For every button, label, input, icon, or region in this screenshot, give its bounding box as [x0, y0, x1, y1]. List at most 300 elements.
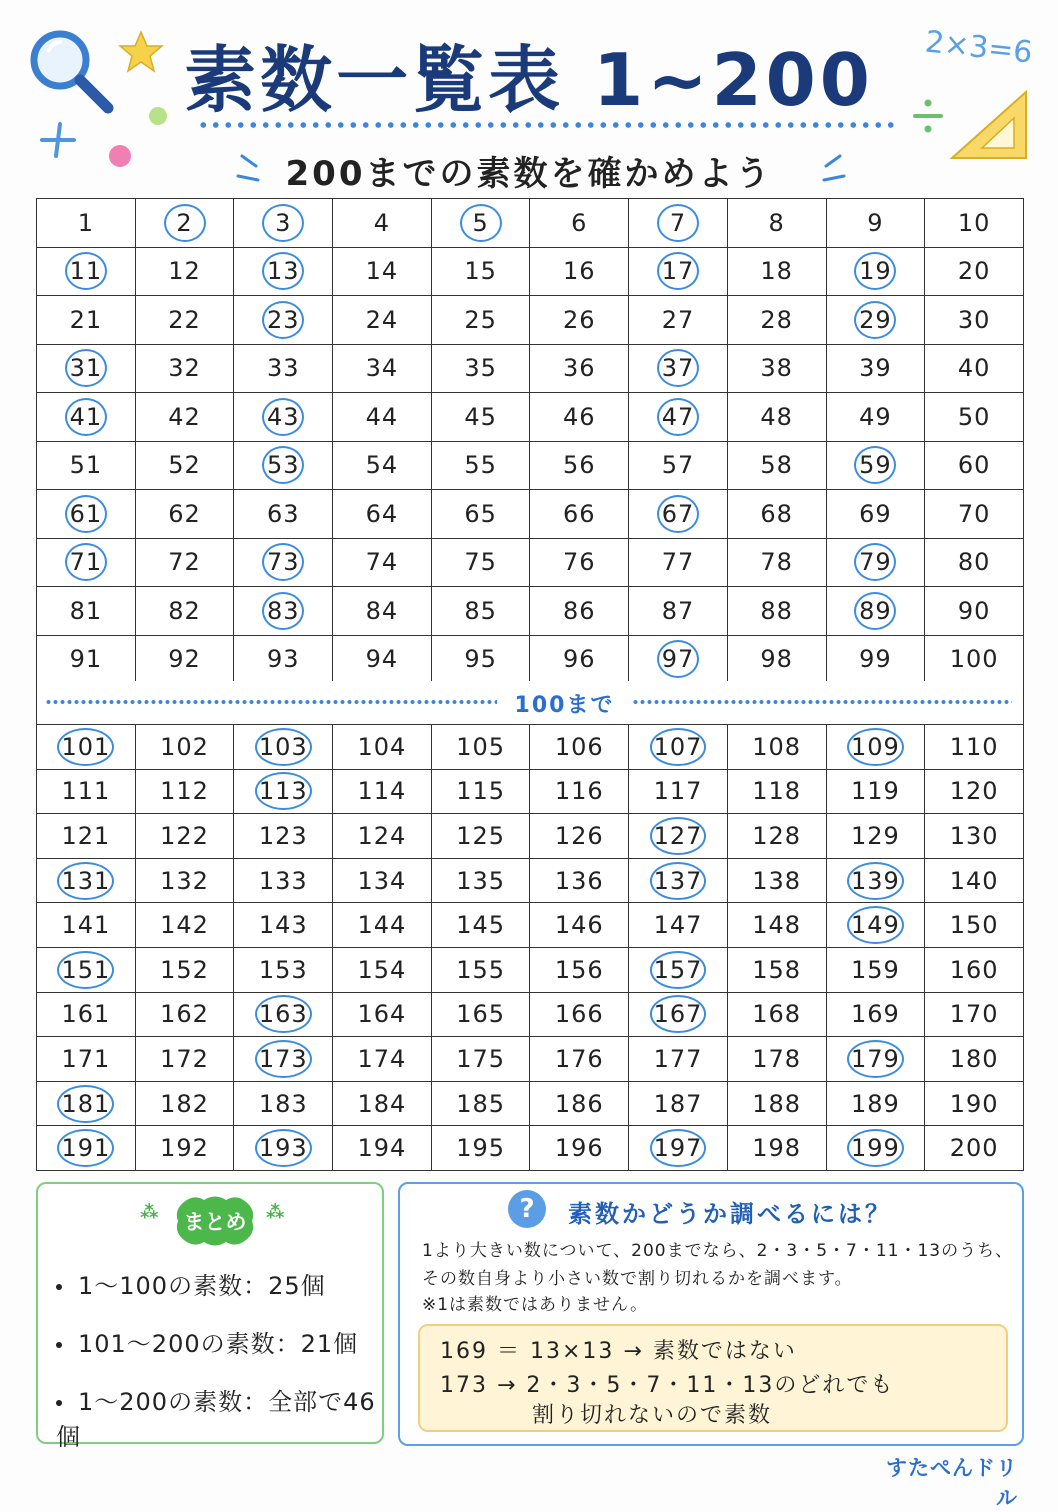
prime-cell [234, 769, 333, 814]
prime-circle: 61 [65, 495, 107, 533]
number-value: 171 [61, 1044, 111, 1073]
number-cell [135, 587, 234, 636]
prime-circle: 59 [854, 446, 896, 484]
number-cell [333, 992, 432, 1037]
howto-line: 1より大きい数について、200までなら、2・3・5・7・11・13のうち、 [422, 1241, 1014, 1261]
number-cell [727, 490, 826, 539]
number-cell [431, 441, 530, 490]
number-value: 92 [168, 645, 201, 674]
number-value: 111 [61, 777, 111, 806]
number-cell [530, 199, 629, 248]
number-cell [826, 947, 925, 992]
prime-cell [826, 1126, 925, 1171]
number-value: 118 [752, 777, 802, 806]
number-cell [37, 814, 136, 859]
number-value: 183 [258, 1089, 308, 1118]
prime-circle: 11 [65, 252, 107, 290]
number-cell [333, 296, 432, 345]
prime-cell [37, 490, 136, 539]
prime-cell [629, 814, 728, 859]
number-cell [530, 587, 629, 636]
number-cell [925, 538, 1024, 587]
number-cell [135, 947, 234, 992]
number-cell [333, 441, 432, 490]
number-cell [727, 769, 826, 814]
number-value: 196 [554, 1134, 604, 1163]
number-value: 177 [653, 1044, 703, 1073]
number-value: 155 [456, 955, 505, 984]
number-value: 22 [168, 305, 201, 334]
number-value: 12 [168, 257, 201, 286]
number-value: 40 [957, 354, 991, 383]
number-cell [530, 247, 629, 296]
number-value: 78 [760, 548, 793, 577]
number-value: 188 [752, 1089, 802, 1118]
number-cell [826, 344, 925, 393]
number-value: 82 [168, 596, 201, 625]
separator-label: 100まで [514, 693, 615, 718]
prime-circle: 73 [262, 543, 304, 581]
number-value: 8 [768, 208, 785, 237]
table-row [37, 992, 1024, 1037]
number-cell [135, 441, 234, 490]
table-row [37, 947, 1024, 992]
number-cell [333, 769, 432, 814]
number-cell [727, 247, 826, 296]
prime-cell [234, 441, 333, 490]
number-value: 175 [456, 1044, 505, 1073]
number-value: 49 [859, 402, 892, 431]
number-cell [925, 769, 1024, 814]
number-cell [826, 814, 925, 859]
number-cell [431, 1037, 530, 1082]
number-value: 56 [563, 451, 596, 480]
prime-circle: 107 [650, 728, 707, 766]
number-cell [530, 947, 629, 992]
number-cell [826, 490, 925, 539]
number-value: 96 [563, 645, 596, 674]
number-cell [925, 247, 1024, 296]
prime-circle: 103 [255, 728, 312, 766]
number-cell [37, 903, 136, 948]
example-line-173: 173 → 2・3・5・7・11・13のどれでも [440, 1373, 895, 1398]
prime-cell [234, 1126, 333, 1171]
prime-circle: 181 [57, 1085, 114, 1123]
number-cell [629, 441, 728, 490]
table-row [37, 393, 1024, 442]
number-cell [135, 490, 234, 539]
summary-item-text: 101～200の素数：21個 [78, 1330, 359, 1358]
number-cell [925, 858, 1024, 903]
number-value: 105 [456, 732, 505, 761]
number-cell [925, 1126, 1024, 1171]
prime-circle: 101 [57, 728, 114, 766]
number-cell [530, 490, 629, 539]
number-value: 18 [760, 257, 793, 286]
number-cell [530, 858, 629, 903]
number-value: 32 [168, 354, 201, 383]
prime-cell [629, 199, 728, 248]
footer-brand: すたぺんドリル [886, 1456, 1018, 1510]
number-cell [135, 344, 234, 393]
number-value: 124 [357, 821, 407, 850]
prime-circle: 47 [657, 398, 699, 436]
table-row [37, 1037, 1024, 1082]
number-cell [530, 903, 629, 948]
number-value: 100 [949, 645, 999, 674]
prime-circle: 41 [65, 398, 107, 436]
number-cell [530, 393, 629, 442]
table-row [37, 814, 1024, 859]
number-cell [629, 538, 728, 587]
question-icon: ? [508, 1190, 546, 1228]
prime-cell [629, 725, 728, 770]
number-value: 70 [957, 499, 991, 528]
number-value: 52 [168, 451, 201, 480]
table-row [37, 858, 1024, 903]
number-value: 190 [949, 1089, 999, 1118]
number-value: 45 [464, 402, 497, 431]
number-cell [135, 635, 234, 684]
prime-cell [234, 199, 333, 248]
prime-cell [234, 587, 333, 636]
number-value: 156 [554, 955, 604, 984]
table-row [37, 725, 1024, 770]
number-cell [629, 296, 728, 345]
prime-cell [826, 1037, 925, 1082]
number-value: 189 [850, 1089, 900, 1118]
number-cell [925, 814, 1024, 859]
number-value: 119 [850, 777, 900, 806]
prime-circle: 151 [57, 951, 114, 989]
prime-cell [629, 1126, 728, 1171]
number-value: 44 [365, 402, 399, 431]
number-value: 20 [957, 257, 991, 286]
number-cell [135, 858, 234, 903]
number-value: 35 [464, 354, 497, 383]
number-value: 58 [760, 451, 793, 480]
number-cell [234, 490, 333, 539]
page-title: 素数一覧表 1~200 [184, 38, 874, 122]
prime-circle: 199 [847, 1129, 904, 1167]
number-cell [530, 538, 629, 587]
number-value: 50 [957, 402, 991, 431]
number-cell [925, 344, 1024, 393]
summary-item [56, 1382, 382, 1452]
howto-note: ※1は素数ではありません。 [422, 1295, 649, 1315]
number-value: 145 [456, 911, 505, 940]
table-row [37, 538, 1024, 587]
equation-decoration: 2×3=6 [923, 24, 1035, 71]
number-value: 165 [456, 1000, 505, 1029]
summary-item [56, 1324, 358, 1359]
number-value: 60 [957, 451, 991, 480]
bullet-icon [56, 1400, 62, 1406]
number-cell [727, 858, 826, 903]
number-value: 54 [365, 451, 399, 480]
prime-cell [37, 725, 136, 770]
prime-circle: 179 [847, 1040, 904, 1078]
number-cell [333, 1126, 432, 1171]
number-value: 80 [957, 548, 991, 577]
number-value: 187 [653, 1089, 703, 1118]
number-cell [727, 1037, 826, 1082]
number-cell [333, 903, 432, 948]
prime-cell [37, 538, 136, 587]
number-cell [629, 769, 728, 814]
prime-circle: 29 [854, 301, 896, 339]
number-cell [234, 814, 333, 859]
table-row [37, 344, 1024, 393]
number-cell [135, 814, 234, 859]
number-value: 55 [464, 451, 497, 480]
number-value: 115 [456, 777, 505, 806]
number-value: 46 [563, 402, 596, 431]
number-value: 1 [77, 208, 94, 237]
number-value: 158 [752, 955, 802, 984]
number-cell [431, 296, 530, 345]
number-cell [431, 725, 530, 770]
prime-cell [234, 247, 333, 296]
table-row [37, 247, 1024, 296]
number-value: 87 [661, 596, 695, 625]
number-value: 81 [69, 596, 103, 625]
number-cell [333, 587, 432, 636]
prime-cell [37, 247, 136, 296]
number-value: 184 [357, 1089, 407, 1118]
number-value: 6 [571, 208, 588, 237]
number-cell [135, 296, 234, 345]
number-cell [37, 769, 136, 814]
number-value: 194 [357, 1134, 407, 1163]
number-cell [431, 393, 530, 442]
prime-cell [37, 1126, 136, 1171]
number-cell [431, 1126, 530, 1171]
number-value: 16 [563, 257, 596, 286]
separator-dots-left [45, 700, 497, 704]
number-cell [333, 538, 432, 587]
table-row [37, 769, 1024, 814]
table-row [37, 1081, 1024, 1126]
prime-table-101-200 [36, 724, 1024, 1171]
prime-cell [135, 199, 234, 248]
number-value: 75 [464, 548, 497, 577]
prime-circle: 17 [657, 252, 699, 290]
prime-cell [37, 858, 136, 903]
prime-circle: 79 [854, 543, 896, 581]
prime-circle: 3 [262, 204, 304, 242]
number-value: 176 [554, 1044, 604, 1073]
table-row [37, 441, 1024, 490]
number-value: 85 [464, 596, 497, 625]
number-value: 102 [160, 732, 209, 761]
number-value: 166 [554, 1000, 604, 1029]
prime-circle: 157 [650, 951, 707, 989]
table-row [37, 296, 1024, 345]
prime-circle: 83 [262, 592, 304, 630]
number-cell [333, 393, 432, 442]
prime-cell [37, 1081, 136, 1126]
number-cell [37, 992, 136, 1037]
number-cell [925, 393, 1024, 442]
number-cell [727, 1081, 826, 1126]
number-value: 15 [464, 257, 497, 286]
number-value: 200 [949, 1134, 999, 1163]
sparkle-right-icon: ⁂ [266, 1202, 285, 1223]
number-value: 182 [160, 1089, 209, 1118]
number-cell [333, 344, 432, 393]
number-cell [135, 1126, 234, 1171]
prime-cell [629, 393, 728, 442]
number-cell [333, 947, 432, 992]
number-value: 51 [69, 451, 103, 480]
number-cell [333, 858, 432, 903]
number-cell [925, 199, 1024, 248]
number-value: 63 [266, 499, 300, 528]
separator-dots-right [632, 700, 1012, 704]
prime-circle: 23 [262, 301, 304, 339]
number-cell [925, 296, 1024, 345]
number-cell [234, 1081, 333, 1126]
number-value: 25 [464, 305, 497, 334]
number-value: 76 [563, 548, 596, 577]
prime-cell [826, 903, 925, 948]
number-value: 153 [258, 955, 308, 984]
number-cell [37, 635, 136, 684]
number-value: 154 [357, 955, 407, 984]
number-value: 128 [752, 821, 802, 850]
number-cell [135, 992, 234, 1037]
sparkle-left-icon: ⁂ [140, 1202, 159, 1223]
prime-cell [826, 247, 925, 296]
number-value: 142 [160, 911, 209, 940]
prime-circle: 7 [657, 204, 699, 242]
number-cell [629, 1037, 728, 1082]
number-value: 62 [168, 499, 201, 528]
number-cell [37, 199, 136, 248]
number-cell [530, 814, 629, 859]
number-value: 138 [752, 866, 802, 895]
number-value: 136 [554, 866, 604, 895]
summary-box [36, 1182, 384, 1451]
number-value: 99 [859, 645, 892, 674]
number-value: 143 [258, 911, 308, 940]
number-cell [431, 992, 530, 1037]
number-value: 94 [365, 645, 399, 674]
number-cell [135, 1081, 234, 1126]
prime-cell [826, 858, 925, 903]
number-cell [333, 1037, 432, 1082]
example-line-169: 169 ＝ 13×13 → 素数ではない [440, 1339, 797, 1364]
number-cell [234, 858, 333, 903]
number-value: 146 [554, 911, 604, 940]
number-cell [431, 814, 530, 859]
number-value: 164 [357, 1000, 407, 1029]
number-value: 198 [752, 1134, 802, 1163]
number-value: 110 [949, 732, 999, 761]
number-value: 74 [365, 548, 399, 577]
number-cell [727, 587, 826, 636]
howto-box [398, 1182, 1024, 1446]
number-value: 161 [61, 1000, 111, 1029]
number-cell [530, 725, 629, 770]
number-value: 150 [949, 911, 999, 940]
number-value: 68 [760, 499, 793, 528]
number-cell [431, 1081, 530, 1126]
example-box [418, 1324, 1008, 1432]
number-cell [727, 199, 826, 248]
number-value: 30 [957, 305, 991, 334]
number-value: 185 [456, 1089, 505, 1118]
prime-cell [629, 247, 728, 296]
number-value: 24 [365, 305, 399, 334]
number-value: 141 [61, 911, 111, 940]
number-value: 116 [554, 777, 604, 806]
summary-item [56, 1266, 326, 1301]
bullet-icon [56, 1342, 62, 1348]
number-cell [727, 635, 826, 684]
number-cell [826, 393, 925, 442]
number-value: 132 [160, 866, 209, 895]
prime-cell [826, 296, 925, 345]
number-cell [135, 247, 234, 296]
prime-cell [826, 441, 925, 490]
prime-circle: 31 [65, 349, 107, 387]
number-cell [530, 1081, 629, 1126]
prime-circle: 131 [57, 862, 114, 900]
number-cell [925, 992, 1024, 1037]
prime-cell [234, 725, 333, 770]
summary-item-text: 1～100の素数：25個 [78, 1272, 326, 1300]
howto-line: その数自身より小さい数で割り切れるかを調べます。 [422, 1269, 853, 1289]
number-value: 148 [752, 911, 802, 940]
prime-circle: 19 [854, 252, 896, 290]
prime-cell [629, 992, 728, 1037]
number-value: 121 [61, 821, 111, 850]
number-cell [431, 903, 530, 948]
prime-circle: 137 [650, 862, 707, 900]
number-cell [629, 903, 728, 948]
number-cell [431, 247, 530, 296]
number-cell [826, 199, 925, 248]
number-cell [135, 393, 234, 442]
number-value: 126 [554, 821, 604, 850]
prime-cell [629, 635, 728, 684]
number-value: 174 [357, 1044, 407, 1073]
number-cell [826, 992, 925, 1037]
number-cell [431, 344, 530, 393]
number-value: 26 [563, 305, 596, 334]
number-cell [925, 903, 1024, 948]
prime-circle: 173 [255, 1040, 312, 1078]
number-cell [431, 947, 530, 992]
table-row [37, 199, 1024, 248]
number-value: 98 [760, 645, 793, 674]
number-value: 129 [850, 821, 900, 850]
number-cell [333, 635, 432, 684]
number-cell [727, 903, 826, 948]
number-value: 33 [266, 354, 300, 383]
number-cell [431, 858, 530, 903]
number-value: 93 [266, 645, 300, 674]
number-cell [727, 814, 826, 859]
number-cell [925, 725, 1024, 770]
number-cell [925, 490, 1024, 539]
number-value: 72 [168, 548, 201, 577]
prime-circle: 109 [847, 728, 904, 766]
number-value: 168 [752, 1000, 802, 1029]
number-cell [37, 441, 136, 490]
